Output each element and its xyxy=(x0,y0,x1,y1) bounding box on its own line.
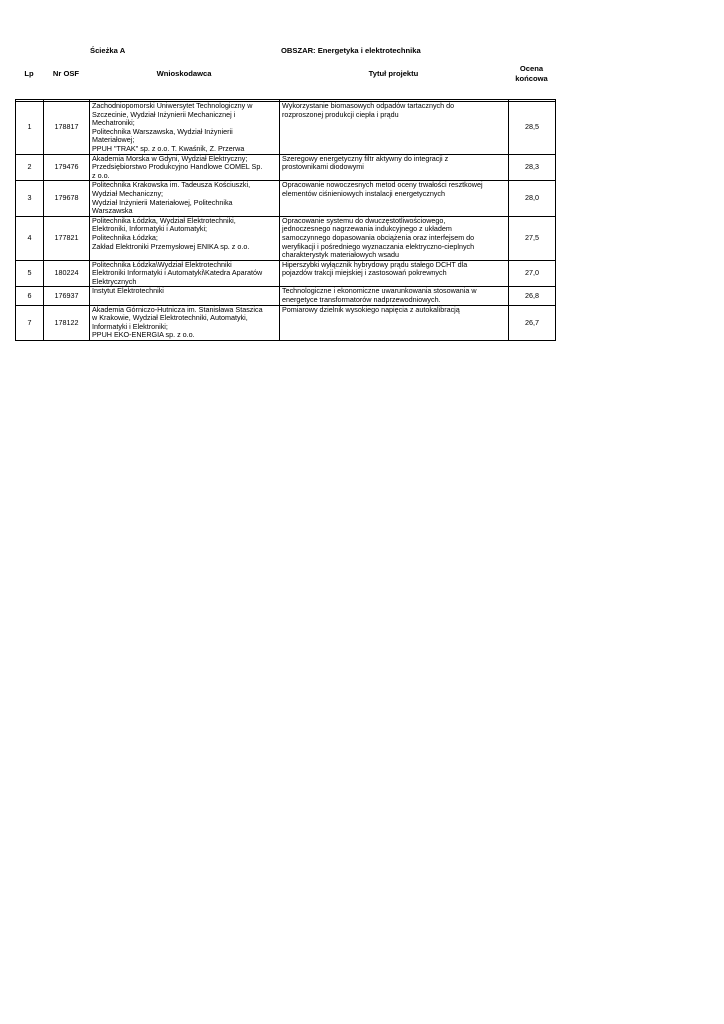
applicant-line: Mechatroniki; xyxy=(92,118,135,128)
row-score: 26,8 xyxy=(509,287,556,305)
row-project-title xyxy=(280,216,509,260)
applicant-line: Politechnika Warszawska, Wydział Inżynierii xyxy=(92,126,233,136)
applicant-line: Zachodniopomorski Uniwersytet Technologiczny w xyxy=(92,101,253,110)
projects-table xyxy=(15,99,556,341)
title-line: jednoczesnego nagrzewania indukcyjnego z układem xyxy=(282,224,452,234)
applicant-line: Politechnika Łódzka, Wydział Elektrotechniki, xyxy=(92,216,236,225)
applicant-line: Elektroniki Informatyki i Automatyki\Katedra Aparatów xyxy=(92,268,263,278)
row-applicant xyxy=(90,102,280,155)
col-header-lp: Lp xyxy=(24,69,34,78)
applicant-line: Materiałowej; xyxy=(92,135,135,145)
row-applicant xyxy=(90,305,280,340)
row-score: 26,7 xyxy=(509,305,556,340)
applicant-line: Szczecinie, Wydział Inżynierii Mechanicznej i xyxy=(92,109,236,119)
applicant-line: Informatyki i Elektroniki; xyxy=(92,321,168,331)
row-project-title xyxy=(280,287,509,305)
applicant-line: Instytut Elektrotechniki xyxy=(92,286,164,296)
row-lp: 5 xyxy=(16,260,44,287)
area-title: OBSZAR: Energetyka i elektrotechnika xyxy=(281,46,421,55)
title-line: samoczynnego dopasowania obciążenia oraz interfejsem do xyxy=(282,232,475,242)
applicant-line: Politechnika Krakowska im. Tadeusza Kościuszki, xyxy=(92,180,251,190)
row-score: 27,0 xyxy=(509,260,556,287)
applicant-line: PPUH "TRAK" sp. z o.o. T. Kwaśnik, Z. Przerwa xyxy=(92,143,245,153)
col-header-score-line2: końcowa xyxy=(515,73,548,83)
row-lp: 4 xyxy=(16,216,44,260)
row-lp: 3 xyxy=(16,181,44,216)
col-header-score-line1: Ocena xyxy=(519,64,544,73)
row-lp: 1 xyxy=(16,102,44,155)
col-header-nr-osf: Nr OSF xyxy=(52,69,80,78)
applicant-line: Politechnika Łódzka\Wydział Elektrotechniki xyxy=(92,260,232,269)
applicant-line: Elektroniki, Informatyki i Automatyki; xyxy=(92,224,208,234)
row-lp: 2 xyxy=(16,154,44,181)
title-line: charakterystyk materiałowych wsadu xyxy=(282,250,400,260)
projects-table-body xyxy=(16,100,556,341)
path-label: Ścieżka A xyxy=(90,46,126,55)
row-score: 28,0 xyxy=(509,181,556,216)
row-project-title xyxy=(280,181,509,216)
title-line: Pomiarowy dzielnik wysokiego napięcia z autokalibracją xyxy=(282,305,460,314)
row-nr-osf: 180224 xyxy=(44,260,90,287)
applicant-line: Akademia Górniczo-Hutnicza im. Stanisława Staszica xyxy=(92,305,263,314)
row-nr-osf: 179476 xyxy=(44,154,90,181)
row-applicant xyxy=(90,260,280,287)
title-line: Wykorzystanie biomasowych odpadów tartacznych do xyxy=(282,101,455,110)
row-project-title xyxy=(280,305,509,340)
applicant-line: Zakład Elektroniki Przemysłowej ENIKA sp. z o.o. xyxy=(92,241,250,251)
row-nr-osf: 178122 xyxy=(44,305,90,340)
applicant-line: Warszawska xyxy=(92,206,133,216)
row-nr-osf: 178817 xyxy=(44,102,90,155)
applicant-line: z o.o. xyxy=(92,170,110,180)
title-line: Opracowanie nowoczesnych metod oceny trwałości resztkowej xyxy=(282,180,483,190)
applicant-line: Przedsiębiorstwo Produkcyjno Handlowe COMEL Sp. xyxy=(92,162,263,172)
row-applicant xyxy=(90,154,280,181)
row-nr-osf: 177821 xyxy=(44,216,90,260)
applicant-line: Wydział Inżynierii Materiałowej, Politechnika xyxy=(92,197,233,207)
row-score: 27,5 xyxy=(509,216,556,260)
title-line: Opracowanie systemu do dwuczęstotliwościowego, xyxy=(282,216,446,225)
row-score: 28,3 xyxy=(509,154,556,181)
title-line: energetyce transformatorów nadprzewodniowych. xyxy=(282,295,441,305)
title-line: elementów ciśnieniowych instalacji energetycznych xyxy=(282,188,445,198)
row-applicant xyxy=(90,216,280,260)
table-row xyxy=(16,305,556,340)
table-row xyxy=(16,102,556,155)
col-header-title: Tytuł projektu xyxy=(368,69,419,78)
title-line: pojazdów trakcji miejskiej i zastosowań pokrewnych xyxy=(282,268,447,278)
applicant-line: Akademia Morska w Gdyni, Wydział Elektryczny; xyxy=(92,154,248,163)
applicant-line: Wydział Mechaniczny; xyxy=(92,188,164,198)
title-line: Szeregowy energetyczny filtr aktywny do integracji z xyxy=(282,154,449,163)
row-project-title xyxy=(280,102,509,155)
table-row xyxy=(16,181,556,216)
row-project-title xyxy=(280,260,509,287)
table-row xyxy=(16,216,556,260)
table-row xyxy=(16,260,556,287)
row-lp: 6 xyxy=(16,287,44,305)
col-header-applicant: Wnioskodawca xyxy=(156,69,212,78)
applicant-line: Politechnika Łódzka; xyxy=(92,232,158,242)
title-line: Technologiczne i ekonomiczne uwarunkowania stosowania w xyxy=(282,286,477,296)
applicant-line: PPUH EKO-ENERGIA sp. z o.o. xyxy=(92,330,195,340)
row-nr-osf: 176937 xyxy=(44,287,90,305)
title-line: prostownikami diodowymi xyxy=(282,162,364,172)
table-row xyxy=(16,154,556,181)
row-project-title xyxy=(280,154,509,181)
row-nr-osf: 179678 xyxy=(44,181,90,216)
row-score: 28,5 xyxy=(509,102,556,155)
row-applicant xyxy=(90,287,280,305)
table-row xyxy=(16,287,556,305)
applicant-line: w Krakowie, Wydział Elektrotechniki, Automatyki, xyxy=(92,313,248,323)
title-line: weryfikacji i pośredniego wyznaczania elektryczno-cieplnych xyxy=(282,241,475,251)
applicant-line: Elektrycznych xyxy=(92,276,137,286)
title-line: rozproszonej produkcji ciepła i prądu xyxy=(282,109,399,119)
row-applicant xyxy=(90,181,280,216)
col-header-score xyxy=(508,64,555,83)
row-lp: 7 xyxy=(16,305,44,340)
title-line: Hiperszybki wyłącznik hybrydowy prądu stałego DCHT dla xyxy=(282,260,468,269)
